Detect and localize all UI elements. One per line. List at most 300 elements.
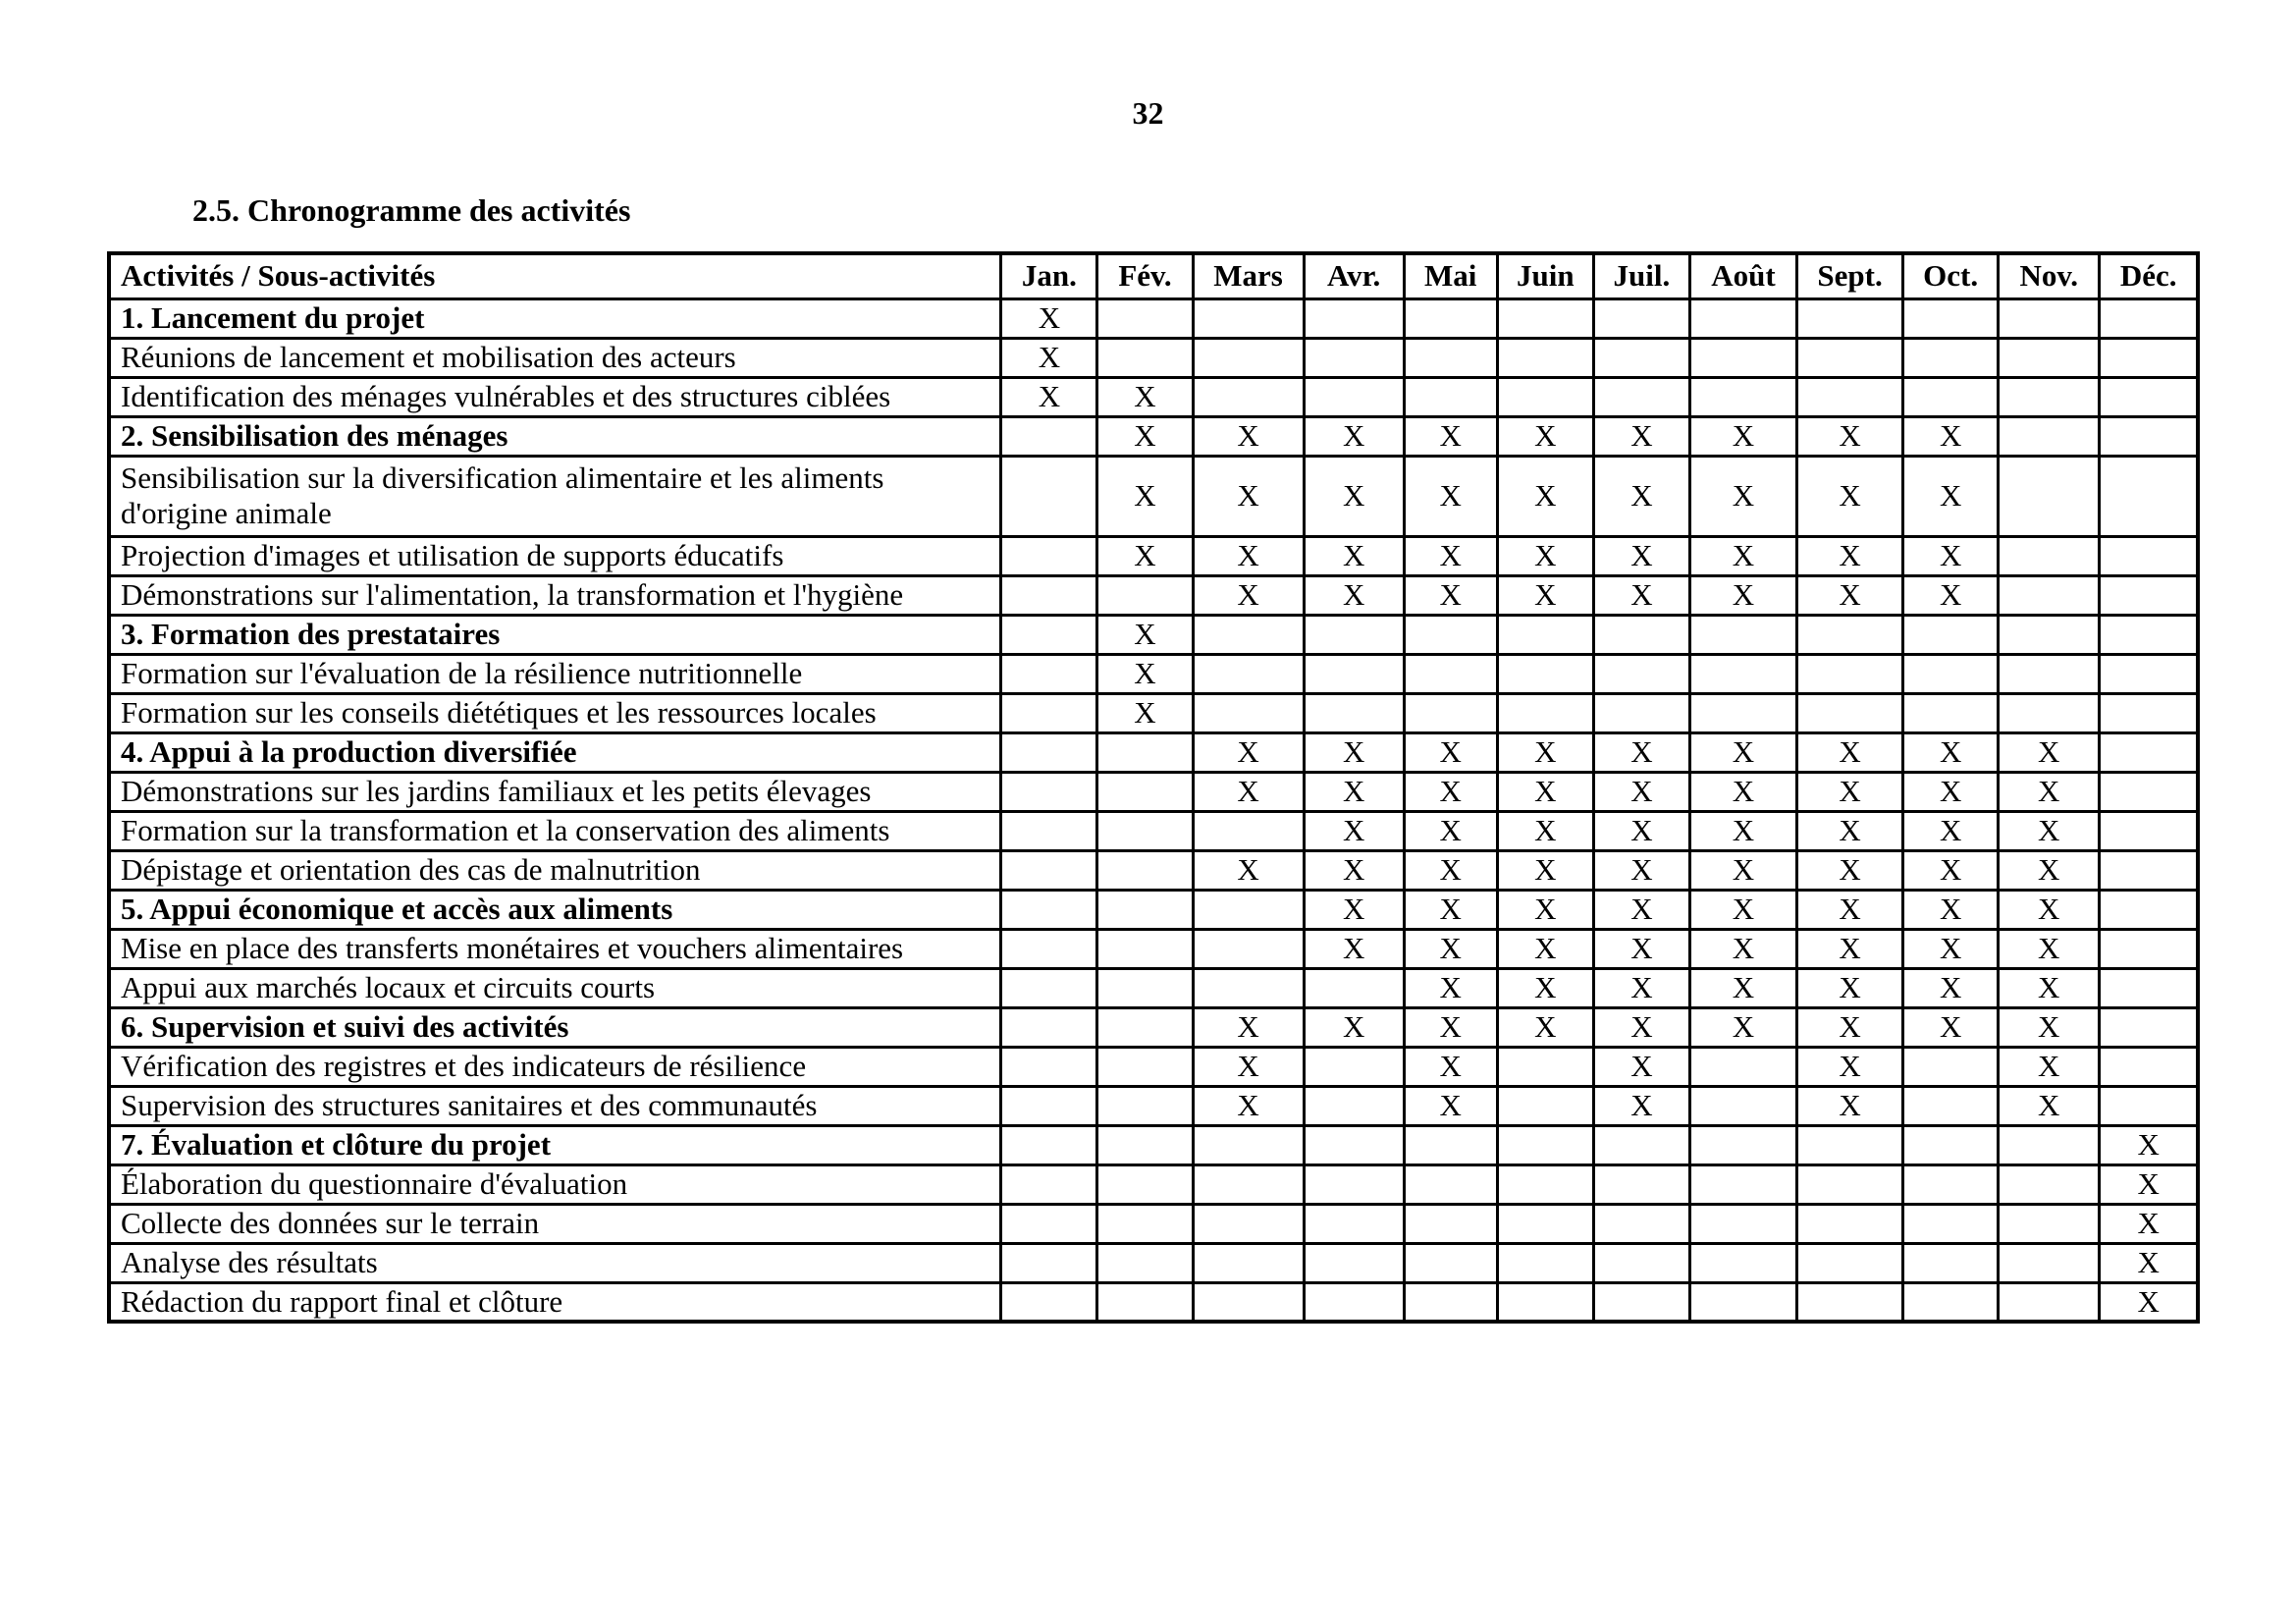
schedule-cell: X	[1797, 1047, 1903, 1086]
schedule-cell	[1001, 890, 1097, 929]
schedule-cell	[1193, 1125, 1304, 1164]
schedule-cell: X	[1193, 772, 1304, 811]
schedule-cell	[1497, 1125, 1593, 1164]
table-row	[109, 929, 2198, 968]
table-row	[109, 575, 2198, 615]
schedule-cell	[1797, 1204, 1903, 1243]
schedule-cell: X	[1193, 1047, 1304, 1086]
month-header: Août	[1689, 253, 1796, 298]
schedule-cell	[1001, 1047, 1097, 1086]
schedule-cell: X	[1593, 968, 1689, 1007]
schedule-cell: X	[1999, 1007, 2100, 1047]
schedule-cell	[1593, 1243, 1689, 1282]
table-row	[109, 1086, 2198, 1125]
schedule-cell	[2100, 1086, 2198, 1125]
table-section-row	[109, 615, 2198, 654]
schedule-cell	[1193, 377, 1304, 416]
schedule-cell: X	[1193, 850, 1304, 890]
schedule-cell	[1689, 1243, 1796, 1282]
schedule-cell: X	[1999, 732, 2100, 772]
table-row	[109, 850, 2198, 890]
schedule-cell: X	[1689, 811, 1796, 850]
schedule-cell: X	[1593, 850, 1689, 890]
schedule-cell: X	[1593, 416, 1689, 456]
schedule-cell: X	[1797, 968, 1903, 1007]
schedule-cell	[1304, 338, 1404, 377]
schedule-cell	[1593, 1204, 1689, 1243]
schedule-cell	[1097, 338, 1193, 377]
table-row	[109, 1204, 2198, 1243]
schedule-cell	[1404, 298, 1497, 338]
table-header-row	[109, 253, 2198, 298]
schedule-cell: X	[1193, 575, 1304, 615]
schedule-cell: X	[1304, 929, 1404, 968]
table-section-row	[109, 416, 2198, 456]
schedule-cell: X	[1193, 1007, 1304, 1047]
schedule-cell: X	[1797, 1086, 1903, 1125]
schedule-cell	[1097, 732, 1193, 772]
schedule-cell	[2100, 416, 2198, 456]
schedule-cell	[1097, 1007, 1193, 1047]
activity-label: Réunions de lancement et mobilisation des acteurs	[109, 338, 1001, 377]
schedule-cell: X	[1404, 968, 1497, 1007]
schedule-cell: X	[1903, 929, 1999, 968]
schedule-cell: X	[1903, 890, 1999, 929]
schedule-cell	[1797, 1243, 1903, 1282]
schedule-cell	[1304, 615, 1404, 654]
table-row	[109, 693, 2198, 732]
schedule-cell	[1304, 1125, 1404, 1164]
schedule-cell: X	[1404, 929, 1497, 968]
schedule-cell: X	[1593, 456, 1689, 536]
schedule-cell	[1593, 654, 1689, 693]
schedule-cell	[2100, 693, 2198, 732]
schedule-cell: X	[1497, 732, 1593, 772]
schedule-cell	[1404, 1243, 1497, 1282]
schedule-cell	[1097, 1086, 1193, 1125]
schedule-cell: X	[1903, 772, 1999, 811]
schedule-cell	[1903, 654, 1999, 693]
schedule-cell: X	[1001, 338, 1097, 377]
schedule-cell	[1593, 377, 1689, 416]
schedule-cell	[1497, 1086, 1593, 1125]
schedule-cell	[1304, 1243, 1404, 1282]
schedule-cell: X	[1903, 732, 1999, 772]
schedule-cell	[1497, 1047, 1593, 1086]
table-row	[109, 811, 2198, 850]
schedule-cell: X	[1304, 890, 1404, 929]
schedule-cell: X	[1903, 416, 1999, 456]
schedule-cell: X	[1593, 772, 1689, 811]
table-row	[109, 772, 2198, 811]
table-section-row	[109, 298, 2198, 338]
schedule-cell	[1797, 377, 1903, 416]
schedule-cell	[1193, 1243, 1304, 1282]
activity-label: Dépistage et orientation des cas de malnutrition	[109, 850, 1001, 890]
schedule-cell	[1001, 1164, 1097, 1204]
schedule-cell	[1497, 693, 1593, 732]
schedule-cell: X	[1097, 416, 1193, 456]
schedule-cell	[1903, 298, 1999, 338]
schedule-cell	[1001, 615, 1097, 654]
table-row	[109, 1164, 2198, 1204]
schedule-cell	[1404, 654, 1497, 693]
schedule-cell	[1193, 1282, 1304, 1322]
schedule-cell	[1097, 1047, 1193, 1086]
schedule-cell: X	[1193, 732, 1304, 772]
schedule-cell	[1903, 1086, 1999, 1125]
schedule-cell	[1304, 968, 1404, 1007]
schedule-cell	[1304, 654, 1404, 693]
schedule-cell: X	[1304, 456, 1404, 536]
schedule-cell: X	[1797, 575, 1903, 615]
schedule-cell: X	[1689, 575, 1796, 615]
schedule-cell: X	[1689, 968, 1796, 1007]
schedule-cell: X	[2100, 1125, 2198, 1164]
table-row	[109, 536, 2198, 575]
activity-label: Rédaction du rapport final et clôture	[109, 1282, 1001, 1322]
schedule-cell	[1304, 693, 1404, 732]
schedule-cell: X	[1797, 811, 1903, 850]
schedule-cell	[1689, 1125, 1796, 1164]
section-label: 5. Appui économique et accès aux aliments	[109, 890, 1001, 929]
activity-label: Mise en place des transferts monétaires et vouchers alimentaires	[109, 929, 1001, 968]
schedule-cell	[1999, 416, 2100, 456]
schedule-cell	[2100, 1047, 2198, 1086]
schedule-cell	[1593, 1282, 1689, 1322]
schedule-cell	[1689, 338, 1796, 377]
schedule-cell: X	[1593, 575, 1689, 615]
schedule-cell: X	[1593, 1007, 1689, 1047]
schedule-cell	[1304, 1047, 1404, 1086]
schedule-cell	[1903, 693, 1999, 732]
section-label: 1. Lancement du projet	[109, 298, 1001, 338]
schedule-cell	[1593, 693, 1689, 732]
schedule-cell	[1497, 1204, 1593, 1243]
schedule-cell	[1797, 338, 1903, 377]
month-header: Nov.	[1999, 253, 2100, 298]
schedule-cell	[1593, 1164, 1689, 1204]
schedule-cell	[1797, 1125, 1903, 1164]
activity-label: Sensibilisation sur la diversification alimentaire et les aliments d'origine animale	[109, 456, 1001, 536]
schedule-cell	[1001, 1282, 1097, 1322]
schedule-cell: X	[2100, 1243, 2198, 1282]
schedule-cell	[1689, 1047, 1796, 1086]
schedule-cell	[1097, 1164, 1193, 1204]
schedule-cell: X	[1797, 1007, 1903, 1047]
schedule-cell	[1097, 1243, 1193, 1282]
schedule-cell: X	[1797, 456, 1903, 536]
schedule-cell: X	[1689, 732, 1796, 772]
section-title: 2.5. Chronogramme des activités	[192, 192, 631, 228]
schedule-cell	[2100, 811, 2198, 850]
table-row	[109, 1243, 2198, 1282]
schedule-cell	[1097, 772, 1193, 811]
schedule-cell: X	[1097, 536, 1193, 575]
section-label: 3. Formation des prestataires	[109, 615, 1001, 654]
schedule-cell: X	[1689, 890, 1796, 929]
schedule-cell	[1193, 890, 1304, 929]
schedule-cell	[1193, 298, 1304, 338]
activity-label: Vérification des registres et des indicateurs de résilience	[109, 1047, 1001, 1086]
schedule-cell	[2100, 772, 2198, 811]
schedule-cell: X	[1903, 850, 1999, 890]
schedule-cell: X	[1497, 929, 1593, 968]
schedule-cell	[1001, 575, 1097, 615]
schedule-cell: X	[1097, 377, 1193, 416]
schedule-cell	[1999, 615, 2100, 654]
schedule-cell	[1097, 811, 1193, 850]
schedule-cell	[1001, 772, 1097, 811]
schedule-cell	[1497, 298, 1593, 338]
schedule-cell	[1304, 377, 1404, 416]
schedule-cell	[1497, 377, 1593, 416]
schedule-cell: X	[1304, 536, 1404, 575]
schedule-cell: X	[1497, 456, 1593, 536]
schedule-cell	[1097, 1204, 1193, 1243]
activity-label: Supervision des structures sanitaires et des communautés	[109, 1086, 1001, 1125]
schedule-cell	[1999, 1243, 2100, 1282]
activity-label: Formation sur l'évaluation de la résilience nutritionnelle	[109, 654, 1001, 693]
schedule-cell	[1999, 1125, 2100, 1164]
schedule-cell	[1903, 615, 1999, 654]
schedule-cell	[2100, 456, 2198, 536]
schedule-cell	[1999, 377, 2100, 416]
schedule-cell	[1689, 1086, 1796, 1125]
section-label: 2. Sensibilisation des ménages	[109, 416, 1001, 456]
schedule-cell: X	[1689, 536, 1796, 575]
schedule-cell: X	[1797, 850, 1903, 890]
schedule-cell: X	[1903, 456, 1999, 536]
schedule-cell: X	[1689, 850, 1796, 890]
schedule-cell: X	[1999, 968, 2100, 1007]
activity-label: Formation sur les conseils diététiques et les ressources locales	[109, 693, 1001, 732]
schedule-cell: X	[1193, 1086, 1304, 1125]
schedule-cell: X	[1689, 929, 1796, 968]
schedule-cell: X	[1497, 575, 1593, 615]
schedule-cell: X	[1593, 732, 1689, 772]
schedule-cell	[1797, 615, 1903, 654]
section-label: 6. Supervision et suivi des activités	[109, 1007, 1001, 1047]
schedule-cell	[2100, 377, 2198, 416]
activity-column-header: Activités / Sous-activités	[109, 253, 1001, 298]
schedule-cell: X	[1404, 536, 1497, 575]
schedule-cell	[1593, 298, 1689, 338]
schedule-cell: X	[1797, 732, 1903, 772]
section-label: 7. Évaluation et clôture du projet	[109, 1125, 1001, 1164]
table-row	[109, 456, 2198, 536]
schedule-cell	[1999, 1164, 2100, 1204]
schedule-cell	[2100, 654, 2198, 693]
schedule-cell	[1689, 1204, 1796, 1243]
schedule-cell	[1593, 615, 1689, 654]
schedule-cell: X	[1497, 416, 1593, 456]
month-header: Avr.	[1304, 253, 1404, 298]
schedule-cell: X	[1797, 536, 1903, 575]
schedule-cell	[1097, 929, 1193, 968]
schedule-cell: X	[1797, 929, 1903, 968]
schedule-cell	[1001, 732, 1097, 772]
schedule-cell: X	[1689, 772, 1796, 811]
schedule-cell	[1001, 1007, 1097, 1047]
schedule-cell	[1404, 693, 1497, 732]
activity-label: Projection d'images et utilisation de supports éducatifs	[109, 536, 1001, 575]
schedule-cell: X	[1903, 575, 1999, 615]
schedule-cell: X	[2100, 1164, 2198, 1204]
table-section-row	[109, 1125, 2198, 1164]
schedule-cell: X	[1404, 732, 1497, 772]
page-number: 32	[1132, 95, 1164, 131]
schedule-cell	[2100, 575, 2198, 615]
schedule-cell: X	[1593, 1086, 1689, 1125]
schedule-cell: X	[1797, 890, 1903, 929]
activity-label: Formation sur la transformation et la conservation des aliments	[109, 811, 1001, 850]
schedule-cell	[1404, 615, 1497, 654]
schedule-cell	[1999, 693, 2100, 732]
schedule-cell: X	[1304, 811, 1404, 850]
schedule-cell: X	[2100, 1282, 2198, 1322]
schedule-cell	[1097, 850, 1193, 890]
month-header: Juil.	[1593, 253, 1689, 298]
schedule-cell	[1304, 1204, 1404, 1243]
activity-label: Collecte des données sur le terrain	[109, 1204, 1001, 1243]
schedule-cell	[1001, 536, 1097, 575]
schedule-cell	[1999, 338, 2100, 377]
schedule-cell: X	[1097, 456, 1193, 536]
schedule-cell	[2100, 890, 2198, 929]
schedule-cell	[1903, 1204, 1999, 1243]
schedule-cell	[1193, 1204, 1304, 1243]
schedule-cell	[2100, 732, 2198, 772]
table-section-row	[109, 732, 2198, 772]
schedule-cell	[1001, 968, 1097, 1007]
schedule-cell: X	[1797, 416, 1903, 456]
schedule-cell	[1797, 1164, 1903, 1204]
schedule-cell	[1404, 1164, 1497, 1204]
schedule-cell	[1304, 298, 1404, 338]
schedule-cell	[1001, 456, 1097, 536]
month-header: Fév.	[1097, 253, 1193, 298]
schedule-cell	[1689, 1164, 1796, 1204]
schedule-cell: X	[1689, 456, 1796, 536]
schedule-cell	[1797, 693, 1903, 732]
month-header: Mai	[1404, 253, 1497, 298]
schedule-cell	[1404, 1282, 1497, 1322]
schedule-cell: X	[1999, 772, 2100, 811]
schedule-cell: X	[2100, 1204, 2198, 1243]
schedule-cell	[1193, 654, 1304, 693]
activity-label: Identification des ménages vulnérables et des structures ciblées	[109, 377, 1001, 416]
schedule-cell	[1193, 811, 1304, 850]
schedule-cell	[1001, 929, 1097, 968]
schedule-cell	[1001, 1243, 1097, 1282]
schedule-cell	[1497, 654, 1593, 693]
schedule-cell	[1999, 575, 2100, 615]
schedule-cell	[1999, 298, 2100, 338]
activity-schedule-table	[107, 251, 2200, 1324]
table-row	[109, 338, 2198, 377]
schedule-cell: X	[1497, 811, 1593, 850]
schedule-cell: X	[1689, 1007, 1796, 1047]
schedule-cell	[1097, 1282, 1193, 1322]
schedule-cell: X	[1304, 850, 1404, 890]
schedule-cell	[1497, 615, 1593, 654]
schedule-cell	[1999, 1282, 2100, 1322]
schedule-cell	[1903, 377, 1999, 416]
schedule-cell	[1497, 1243, 1593, 1282]
schedule-cell	[2100, 850, 2198, 890]
schedule-cell: X	[1999, 890, 2100, 929]
schedule-cell: X	[1304, 772, 1404, 811]
month-header: Mars	[1193, 253, 1304, 298]
schedule-cell	[1304, 1086, 1404, 1125]
schedule-cell: X	[1097, 654, 1193, 693]
schedule-cell	[1497, 1164, 1593, 1204]
schedule-cell: X	[1903, 968, 1999, 1007]
schedule-cell	[1999, 654, 2100, 693]
section-label: 4. Appui à la production diversifiée	[109, 732, 1001, 772]
schedule-cell: X	[1404, 575, 1497, 615]
schedule-cell	[1097, 575, 1193, 615]
schedule-cell	[2100, 929, 2198, 968]
schedule-cell: X	[1404, 1047, 1497, 1086]
month-header: Juin	[1497, 253, 1593, 298]
schedule-cell: X	[1404, 890, 1497, 929]
schedule-cell: X	[1193, 536, 1304, 575]
schedule-cell: X	[1097, 693, 1193, 732]
schedule-cell: X	[1497, 890, 1593, 929]
month-header: Déc.	[2100, 253, 2198, 298]
schedule-cell: X	[1999, 1086, 2100, 1125]
schedule-cell	[1404, 1204, 1497, 1243]
activity-label: Appui aux marchés locaux et circuits courts	[109, 968, 1001, 1007]
schedule-cell	[2100, 338, 2198, 377]
schedule-cell	[2100, 536, 2198, 575]
schedule-cell	[1689, 377, 1796, 416]
table-body	[109, 298, 2198, 1322]
schedule-cell	[1001, 693, 1097, 732]
schedule-cell: X	[1001, 377, 1097, 416]
schedule-cell	[1593, 1125, 1689, 1164]
schedule-cell	[1903, 1164, 1999, 1204]
schedule-cell: X	[1903, 1007, 1999, 1047]
schedule-cell	[1193, 338, 1304, 377]
schedule-cell	[1193, 968, 1304, 1007]
schedule-cell: X	[1999, 929, 2100, 968]
schedule-cell: X	[1903, 811, 1999, 850]
schedule-cell: X	[1497, 1007, 1593, 1047]
activity-label: Démonstrations sur les jardins familiaux et les petits élevages	[109, 772, 1001, 811]
schedule-cell: X	[1304, 416, 1404, 456]
month-header: Jan.	[1001, 253, 1097, 298]
schedule-cell	[1404, 1125, 1497, 1164]
schedule-cell	[1903, 338, 1999, 377]
table-row	[109, 1282, 2198, 1322]
schedule-cell	[1689, 654, 1796, 693]
schedule-cell	[2100, 298, 2198, 338]
schedule-cell	[1001, 1125, 1097, 1164]
schedule-cell	[1797, 298, 1903, 338]
schedule-cell: X	[1497, 968, 1593, 1007]
schedule-cell	[1001, 416, 1097, 456]
schedule-cell	[1001, 1204, 1097, 1243]
schedule-cell	[1797, 654, 1903, 693]
schedule-cell	[1999, 456, 2100, 536]
schedule-cell: X	[1497, 536, 1593, 575]
schedule-cell	[1903, 1125, 1999, 1164]
schedule-cell	[1304, 1164, 1404, 1204]
schedule-cell	[2100, 1007, 2198, 1047]
